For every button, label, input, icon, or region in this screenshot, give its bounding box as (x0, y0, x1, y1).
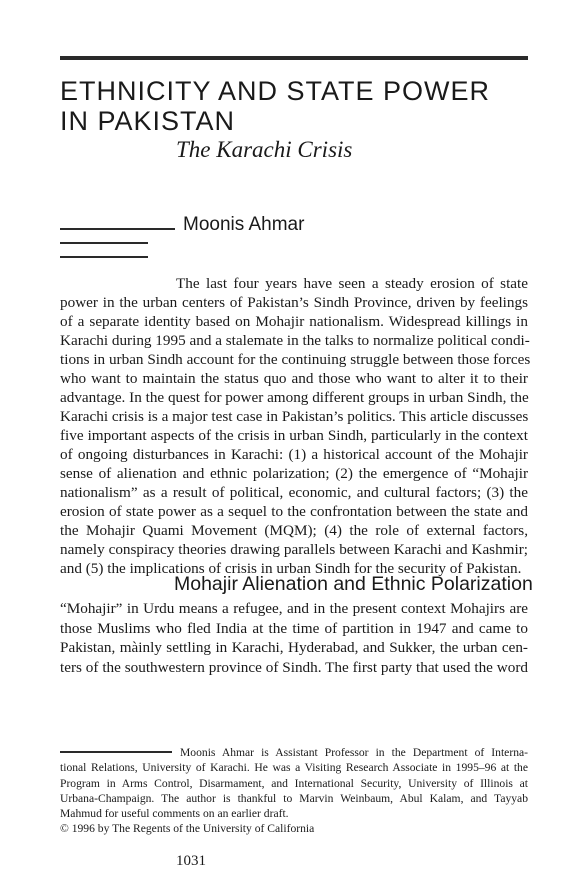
author-name: Moonis Ahmar (183, 214, 305, 235)
abstract-line: Karachi during 1995 and a stalemate in the talks to normalize political condi- (60, 332, 530, 349)
abstract-line: of ongoing disturbances in Karachi: (1) a historical account of the Mohajir (60, 446, 528, 463)
top-rule (60, 56, 528, 60)
author-footnote (60, 745, 528, 837)
abstract-paragraph (60, 274, 531, 578)
footnote-line: tional Relations, University of Karachi. He was a Visiting Research Associate in 1995–96 at the (60, 761, 528, 775)
abstract-line: Karachi crisis is a major test case in Pakistan’s politics. This article discusses (60, 408, 529, 425)
abstract-line: five important aspects of the crisis in urban Sindh, particularly in the context (60, 427, 528, 444)
article-title-line-1: ETHNICITY AND STATE POWER (60, 76, 491, 106)
footnote-line: Program in Arms Control, Disarmament, and International Security, University of Illinois at (60, 776, 528, 790)
abstract-line: tions in urban Sindh account for the continuing struggle between those forces (60, 351, 531, 368)
decorative-rule-2 (60, 242, 148, 244)
article-subtitle: The Karachi Crisis (176, 137, 353, 162)
section-line: those Muslims who fled India at the time of partition in 1947 and came to (60, 619, 528, 637)
abstract-line: the Mohajir Quami Movement (MQM); (4) the role of external factors, (60, 522, 528, 539)
copyright-notice: © 1996 by The Regents of the University of California (60, 822, 315, 836)
footnote-line: Mahmud for useful comments on an earlier draft. (60, 807, 289, 821)
abstract-line: namely conspiracy theories drawing parallels between Karachi and Kashmir; (60, 541, 528, 558)
abstract-line: power in the urban centers of Pakistan’s Sindh Province, driven by feelings (60, 294, 528, 311)
section-heading: Mohajir Alienation and Ethnic Polarization (174, 573, 533, 595)
decorative-rule-1 (60, 228, 175, 230)
section-line: ters of the southwestern province of Sindh. The first party that used the word (60, 658, 528, 676)
section-line: “Mohajir” in Urdu means a refugee, and in the present context Mohajirs are (60, 600, 528, 617)
abstract-line: advantage. In the quest for power among different groups in urban Sindh, the (60, 389, 529, 406)
abstract-line: sense of alienation and ethnic polarization; (2) the emergence of “Mohajir (60, 465, 528, 482)
decorative-rule-3 (60, 256, 148, 258)
abstract-line: who want to maintain the status quo and those who want to alter it to their (60, 370, 528, 387)
article-title-line-2: IN PAKISTAN (60, 106, 236, 136)
abstract-line: of a separate identity based on Mohajir nationalism. Widespread killings in (60, 313, 528, 330)
section-line: Pakistan, màinly settling in Karachi, Hyderabad, and Sukker, the urban cen- (60, 639, 528, 656)
page-number: 1031 (176, 853, 206, 869)
abstract-line: nationalism” as a result of political, economic, and cultural factors; (3) the (60, 484, 528, 501)
abstract-line: and (5) the implications of crisis in urban Sindh for the security of Pakistan. (60, 560, 522, 577)
footnote-line: Moonis Ahmar is Assistant Professor in the Department of Interna- (180, 746, 528, 759)
section-paragraph (60, 599, 528, 677)
footnote-line: Urbana-Champaign. The author is thankful to Marvin Weinbaum, Abul Kalam, and Tayyab (60, 791, 528, 805)
abstract-line: The last four years have seen a steady erosion of state (176, 275, 528, 292)
abstract-line: erosion of state power as a sequel to the confrontation between the state and (60, 503, 528, 520)
